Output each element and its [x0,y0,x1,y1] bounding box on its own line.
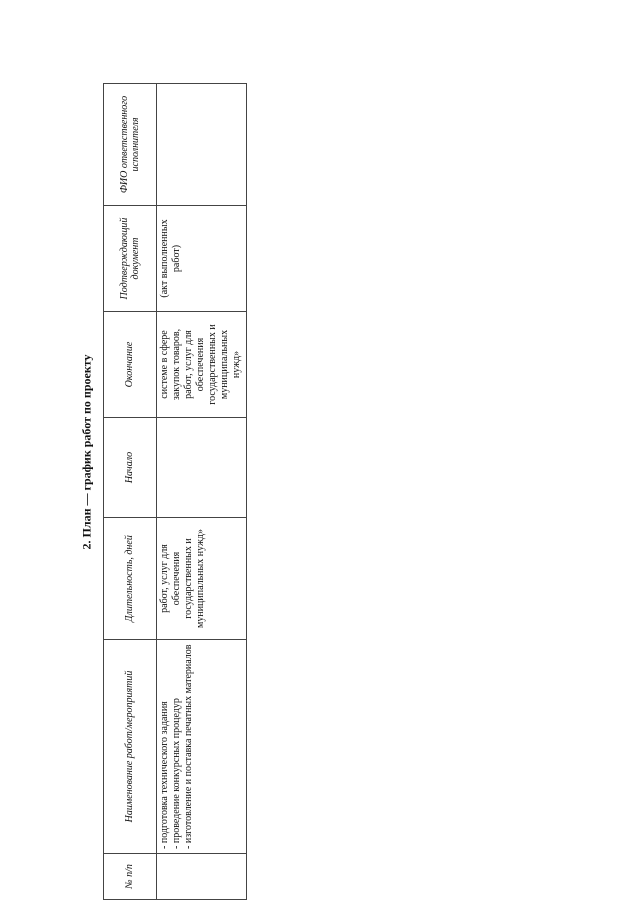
header-num: № п/п [104,854,157,900]
cell-duration: работ, услуг для обеспечения государственных и муниципальных нужд» [157,518,247,640]
work-item: - проведение конкурсных процедур [171,644,183,849]
header-duration: Длительность, дней [104,518,157,640]
cell-end: системе в сфере закупок товаров, работ, услуг для обеспечения государственных и муниципальных нужд» [157,312,247,418]
work-item: - изготовление и поставка печатных материалов [183,644,195,849]
table-header-row [104,84,157,900]
header-responsible: ФИО ответственного исполнителя [104,84,157,206]
cell-name [157,640,247,854]
header-name: Наименование работ/мероприятий [104,640,157,854]
header-end: Окончание [104,312,157,418]
cell-document: (акт выполненных работ) [157,206,247,312]
work-item: - подготовка технического задания [159,644,171,849]
header-document: Подтверждающий документ [104,206,157,312]
cell-num [157,854,247,900]
work-schedule-table-wrapper [103,84,247,900]
header-start: Начало [104,418,157,518]
cell-responsible [157,84,247,206]
section-heading: 2. План — график работ по проекту [79,354,94,550]
work-items-list [159,644,195,849]
work-schedule-table [103,83,247,900]
table-row [157,84,247,900]
cell-start [157,418,247,518]
